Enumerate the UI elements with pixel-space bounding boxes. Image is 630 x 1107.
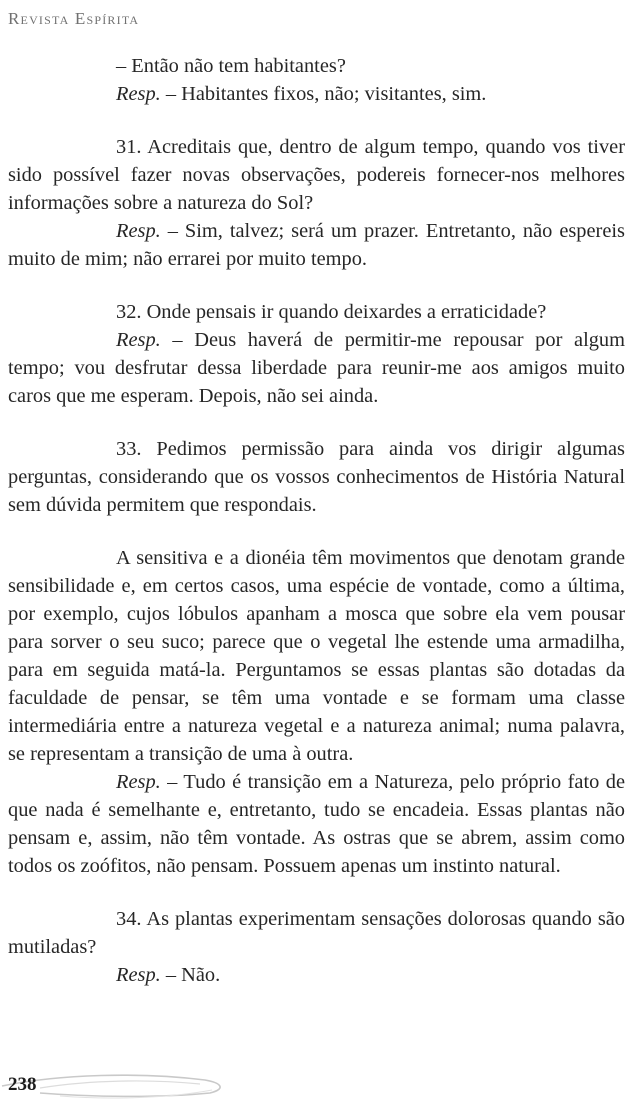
paragraph-text: 31. Acreditais que, dentro de algum tempo, quando vos tiver sido possível fazer novas observações, podereis fornecer-nos melhores informações sobre a natureza do Sol? [8,136,625,214]
paragraph-text: – Tudo é transição em a Natureza, pelo próprio fato de que nada é semelhante e, entretanto, tudo se encadeia. Essas plantas não pensam e, assim, não têm vontade. As ostras que se abrem, assim como todos os zoófitos, não pensam. Possuem apenas um instinto natural. [8,771,625,877]
response-paragraph [8,768,625,880]
paragraph [8,544,625,768]
response-label: Resp. [116,329,161,351]
response-paragraph [8,80,625,108]
question-33 [8,435,625,519]
response-label: Resp. [116,964,161,986]
page-number: 238 [8,1074,37,1095]
response-paragraph [8,326,625,410]
paragraph-text: A sensitiva e a dionéia têm movimentos que denotam grande sensibilidade e, em certos casos, uma espécie de vontade, como a última, por exemplo, cujos lóbulos apanham a mosca que sobre ela vem pousar para sorver o seu suco; parece que o vegetal lhe estende uma armadilha, para em seguida matá-la. Perguntamos se essas plantas são dotadas da faculdade de pensar, se têm uma vontade e se formam uma classe intermediária entre a natureza vegetal e a natureza animal; numa palavra, se representam a transição de uma à outra. [8,547,625,765]
question-32 [8,298,625,326]
paragraph-text: 33. Pedimos permissão para ainda vos dirigir algumas perguntas, considerando que os vossos conhecimentos de História Natural sem dúvida permitem que respondais. [8,438,625,516]
paragraph [8,52,625,80]
running-header: Revista Espírita [8,9,140,28]
paragraph-text: – Habitantes fixos, não; visitantes, sim. [160,83,487,105]
paragraph-text: – Deus haverá de permitir-me repousar por algum tempo; vou desfrutar dessa liberdade para reunir-me aos amigos muito caros que me esperam. Depois, não sei ainda. [8,329,625,407]
response-label: Resp. [116,83,161,105]
response-label: Resp. [116,771,161,793]
response-paragraph [8,961,625,989]
paragraph-text: – Não. [160,964,221,986]
response-label: Resp. [116,220,161,242]
paragraph-text: 34. As plantas experimentam sensações dolorosas quando são mutiladas? [8,908,625,958]
question-34 [8,905,625,961]
paragraph-text: – Sim, talvez; será um prazer. Entretanto, não espereis muito de mim; não errarei por muito tempo. [8,220,625,270]
paragraph-text: 32. Onde pensais ir quando deixardes a erraticidade? [116,301,547,323]
question-31 [8,133,625,217]
response-paragraph [8,217,625,273]
paragraph-text: – Então não tem habitantes? [116,55,346,77]
page-body [8,52,625,989]
